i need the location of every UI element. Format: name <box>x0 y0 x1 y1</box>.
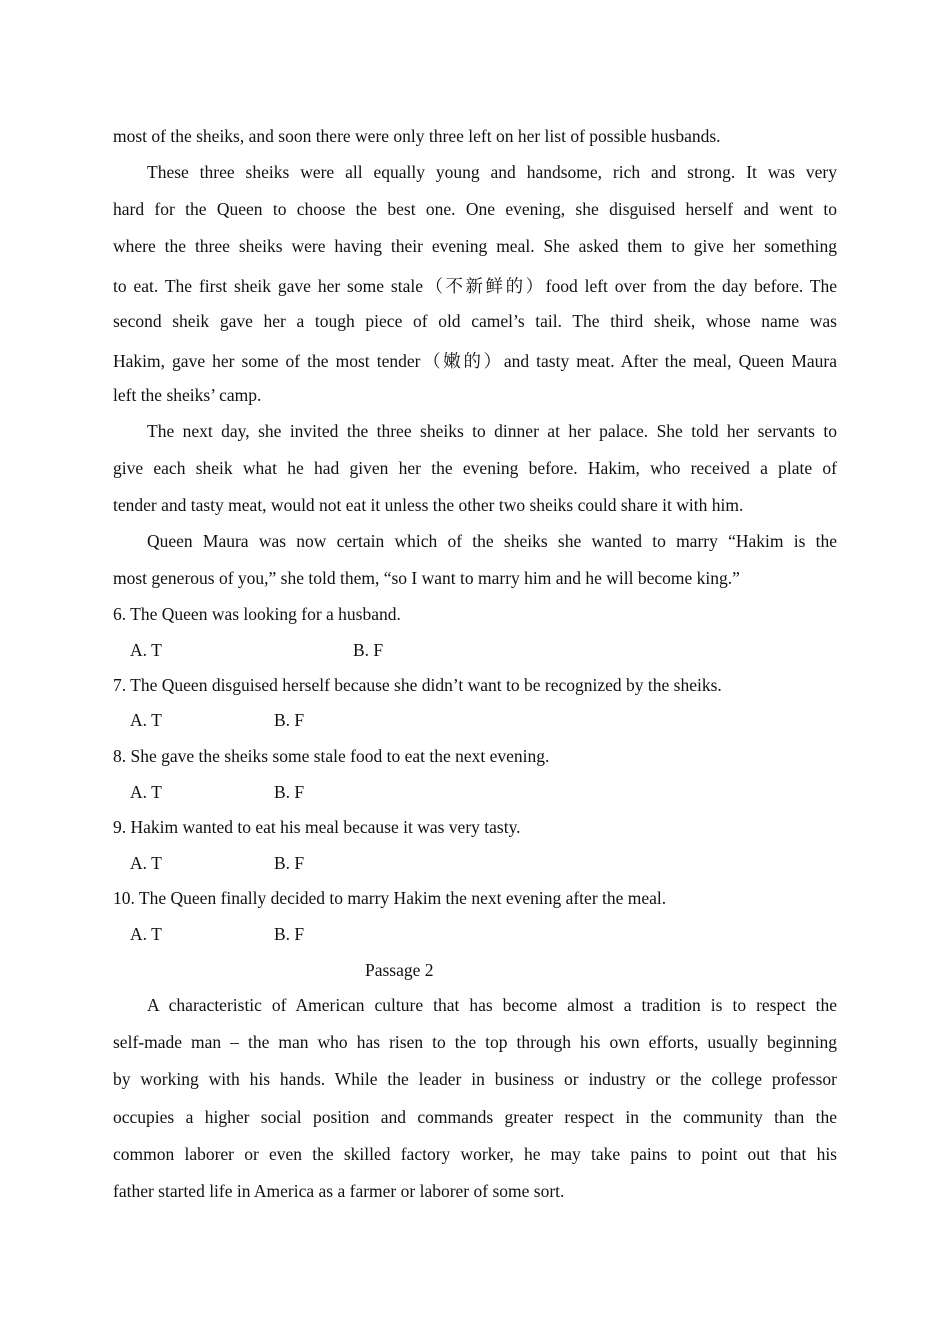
option-a: A. T <box>130 782 162 802</box>
passage-line: Queen Maura was now certain which of the sheiks she wanted to marry “Hakim is the <box>147 531 837 551</box>
passage-line: The next day, she invited the three sheiks to dinner at her palace. She told her servants to <box>147 421 837 441</box>
passage-heading: Passage 2 <box>365 960 434 980</box>
passage-line: to eat. The first sheik gave her some stale（不新鲜的）food left over from the day before. The <box>113 276 837 296</box>
option-b: B. F <box>353 640 384 660</box>
option-b: B. F <box>274 853 305 873</box>
option-b: B. F <box>274 782 305 802</box>
passage-line: hard for the Queen to choose the best one. One evening, she disguised herself and went to <box>113 199 837 219</box>
passage-line: most generous of you,” she told them, “so I want to marry him and he will become king.” <box>113 568 740 588</box>
passage-line: father started life in America as a farmer or laborer of some sort. <box>113 1181 565 1201</box>
passage-line: A characteristic of American culture that has become almost a tradition is to respect the <box>147 995 837 1015</box>
option-a: A. T <box>130 853 162 873</box>
passage-line: most of the sheiks, and soon there were only three left on her list of possible husbands. <box>113 126 721 146</box>
passage-line: common laborer or even the skilled factory worker, he may take pains to point out that his <box>113 1144 837 1164</box>
passage-line: where the three sheiks were having their evening meal. She asked them to give her something <box>113 236 837 256</box>
option-a: A. T <box>130 640 162 660</box>
question-text: 10. The Queen finally decided to marry Hakim the next evening after the meal. <box>113 888 667 908</box>
question-text: 9. Hakim wanted to eat his meal because it was very tasty. <box>113 817 521 837</box>
passage-line: left the sheiks’ camp. <box>113 385 262 405</box>
passage-line: give each sheik what he had given her the evening before. Hakim, who received a plate of <box>113 458 837 478</box>
option-b: B. F <box>274 924 305 944</box>
option-b: B. F <box>274 710 305 730</box>
passage-line: tender and tasty meat, would not eat it unless the other two sheiks could share it with him. <box>113 495 744 515</box>
option-a: A. T <box>130 924 162 944</box>
passage-line: Hakim, gave her some of the most tender（嫩的）and tasty meat. After the meal, Queen Maura <box>113 351 837 371</box>
question-text: 6. The Queen was looking for a husband. <box>113 604 401 624</box>
passage-line: These three sheiks were all equally young and handsome, rich and strong. It was very <box>147 162 837 182</box>
passage-line: occupies a higher social position and commands greater respect in the community than the <box>113 1107 837 1127</box>
passage-line: second sheik gave her a tough piece of old camel’s tail. The third sheik, whose name was <box>113 311 837 331</box>
question-text: 8. She gave the sheiks some stale food to eat the next evening. <box>113 746 550 766</box>
option-a: A. T <box>130 710 162 730</box>
passage-line: by working with his hands. While the leader in business or industry or the college professor <box>113 1069 837 1089</box>
question-text: 7. The Queen disguised herself because she didn’t want to be recognized by the sheiks. <box>113 675 722 695</box>
passage-line: self-made man – the man who has risen to the top through his own efforts, usually beginning <box>113 1032 837 1052</box>
